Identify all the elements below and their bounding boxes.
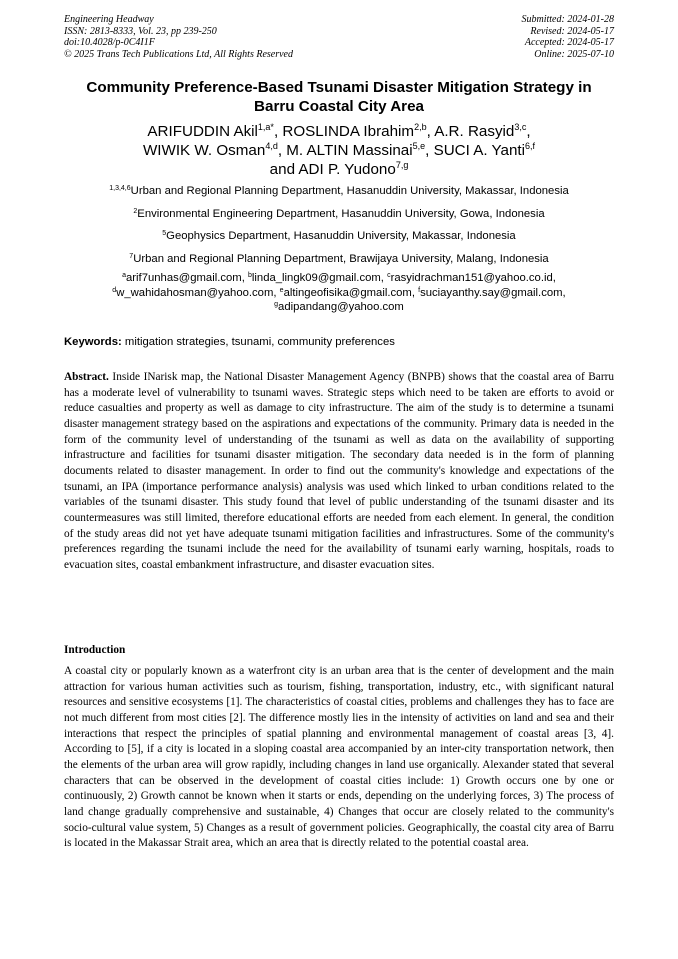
author-name: WIWIK W. Osman xyxy=(142,142,266,159)
date-online: Online: 2025-07-10 xyxy=(534,48,614,60)
journal-name: Engineering Headway xyxy=(64,14,154,25)
author-name: A.R. Rasyid xyxy=(434,123,515,140)
author-separator: , xyxy=(273,123,283,140)
journal-header-right xyxy=(522,14,615,60)
affiliation-item xyxy=(40,184,638,207)
email-separator: , xyxy=(552,272,556,284)
author-list xyxy=(40,122,638,179)
email-separator: , xyxy=(380,272,388,284)
email-mark: g xyxy=(274,301,279,308)
email-line-2 xyxy=(40,286,638,301)
paper-title-line-1: Community Preference-Based Tsunami Disaster Mitigation Strategy in xyxy=(86,79,592,96)
affiliation-mark: 1,3,4,6 xyxy=(109,185,131,192)
author-affiliation-mark: 7,g xyxy=(395,160,409,170)
author-name: ADI P. Yudono xyxy=(298,161,396,178)
email-separator: , xyxy=(411,286,419,299)
abstract xyxy=(64,370,614,574)
author-affiliation-mark: 6,f xyxy=(525,141,536,151)
affiliation-item xyxy=(40,207,638,230)
journal-copyright: © 2025 Trans Tech Publications Ltd, All Rights Reserved xyxy=(64,48,293,60)
author-name: M. ALTIN Massinai xyxy=(286,142,413,159)
email-mark: e xyxy=(279,286,284,294)
author-affiliation-mark: 1,a* xyxy=(257,122,274,132)
affiliation-text: Urban and Regional Planning Department, Hasanuddin University, Makassar, Indonesia xyxy=(130,185,569,197)
author-name: ROSLINDA Ibrahim xyxy=(282,123,415,140)
affiliation-mark: 5 xyxy=(162,230,167,237)
keywords-text: mitigation strategies, tsunami, community preferences xyxy=(121,336,395,348)
email-separator: , xyxy=(562,286,566,299)
date-accepted: Accepted: 2024-05-17 xyxy=(524,37,614,49)
affiliation-item xyxy=(40,229,638,252)
email-line-1 xyxy=(40,271,638,286)
affiliation-text: Urban and Regional Planning Department, Brawijaya University, Malang, Indonesia xyxy=(133,252,549,265)
email-separator: , xyxy=(273,286,280,299)
author-affiliation-mark: 5,e xyxy=(412,141,426,151)
author-affiliation-mark: 3,c xyxy=(514,122,527,132)
email-separator: , xyxy=(241,272,248,284)
author-and: and xyxy=(269,161,299,178)
abstract-text: Inside INarisk map, the National Disaster Management Agency (BNPB) shows that the coastal area of Barru has a moderate level of vulnerability to tsunami waves. Strategic steps which need to be taken are efforts to avoid or reduce casualties and property as well as damage to city infrastructure. The aim of the study is to determine a tsunami disaster management strategy based on the aspirations and expectations of the community. Primary data is needed in the form of the community level of understanding of the tsunami as well as data on the availability of supporting infrastructure and facilities for tsunami disaster mitigation. The secondary data needed is in the form of planning documents related to disaster management. In order to find out the community's knowledge and expectations of the tsunami, an IPA (importance performance analysis) analysis was used which linked to urban conditions related to the variables of the tsunami disaster. This study found that level of public understanding of the tsunami disaster and its countermeasures was still limited, therefore educational efforts are needed from each element. In general, the condition of the study areas did not yet have adequate tsunami mitigation facilities and infrastructures. Some of the community's preferences regarding the tsunami include the need for the availability of tsunami early warning, hospitals, roads to evacuation sites, coastal embankment infrastructure, and disaster evacuation sites. xyxy=(64,371,614,571)
journal-doi: doi:10.4028/p-0C4I1F xyxy=(64,37,155,49)
author-name: ARIFUDDIN Akil xyxy=(147,123,258,140)
introduction-heading: Introduction xyxy=(64,644,126,656)
abstract-label: Abstract. xyxy=(64,371,109,383)
email-address: linda_lingk09@gmail.com xyxy=(251,272,381,284)
affiliation-list xyxy=(40,184,638,274)
paper-title-line-2: Barru Coastal City Area xyxy=(254,98,424,115)
affiliation-text: Environmental Engineering Department, Hasanuddin University, Gowa, Indonesia xyxy=(137,207,545,220)
email-mark: f xyxy=(418,286,421,294)
email-line-3 xyxy=(40,300,638,315)
email-address: suciayanthy.say@gmail.com xyxy=(420,286,563,299)
author-line-2 xyxy=(40,141,638,160)
email-address: arif7unhas@gmail.com xyxy=(126,272,242,284)
email-list xyxy=(40,271,638,315)
email-mark: b xyxy=(247,272,252,279)
affiliation-text: Geophysics Department, Hasanuddin University, Makassar, Indonesia xyxy=(166,230,516,242)
author-line-1 xyxy=(40,122,638,141)
author-affiliation-mark: 4,d xyxy=(265,141,278,151)
email-address: altingeofisika@gmail.com xyxy=(283,286,412,299)
email-address: rasyidrachman151@yahoo.co.id xyxy=(390,272,553,284)
email-address: w_wahidahosman@yahoo.com xyxy=(116,286,274,299)
date-revised: Revised: 2024-05-17 xyxy=(530,25,614,37)
author-separator: , xyxy=(426,123,435,140)
email-mark: c xyxy=(387,272,391,279)
introduction-text: A coastal city or popularly known as a waterfront city is an urban area that is the center of development and the main attraction for various human activities such as tourism, fishing, transportation, industry, etc., with significant natural resources and sensitive ecosystems [1]. The characteristics of coastal cities, problems and challenges they has to face are not much different from most cities [2]. The difference mostly lies in the intensity of activities on land and sea and their interactions that respect the principles of spatial planning and environmental management of coastal areas [3, 4]. According to [5], if a city is located in a sloping coastal area accompanied by an inter-city transportation network, then the elements of the urban area will grow rapidly, including changes in land use organically. Alexander stated that several characters that can be observed in the development of coastal cities include: 1) Growth occurs one by one or continuously, 2) Growth cannot be known when it starts or ends, depending on the underlying forces, 3) The process of land change gradually comprehensive and sustainable, 4) Changes that occur are closely related to the community's socio-cultural value system, 5) Changes as a result of government policies. Geographically, the coastal city area of Barru is located in the Makassar Strait area, which an area that is directly related to the potential coastal area. xyxy=(64,665,614,850)
author-separator: , xyxy=(277,142,287,159)
paper-title xyxy=(40,78,638,116)
date-submitted: Submitted: 2024-01-28 xyxy=(521,14,614,25)
keywords-label: Keywords: xyxy=(64,336,122,348)
affiliation-mark: 2 xyxy=(133,207,138,215)
email-address: adipandang@yahoo.com xyxy=(278,301,404,313)
email-mark: d xyxy=(112,286,117,294)
affiliation-mark: 7 xyxy=(129,252,134,260)
author-separator: , xyxy=(526,123,531,140)
journal-issn: ISSN: 2813-8333, Vol. 23, pp 239-250 xyxy=(64,25,217,37)
journal-header-left xyxy=(64,14,293,60)
author-name: SUCI A. Yanti xyxy=(433,142,526,159)
author-affiliation-mark: 2,b xyxy=(414,122,427,132)
email-mark: a xyxy=(122,272,126,279)
author-separator: , xyxy=(425,142,434,159)
author-line-3 xyxy=(40,160,638,179)
keywords xyxy=(64,335,614,349)
